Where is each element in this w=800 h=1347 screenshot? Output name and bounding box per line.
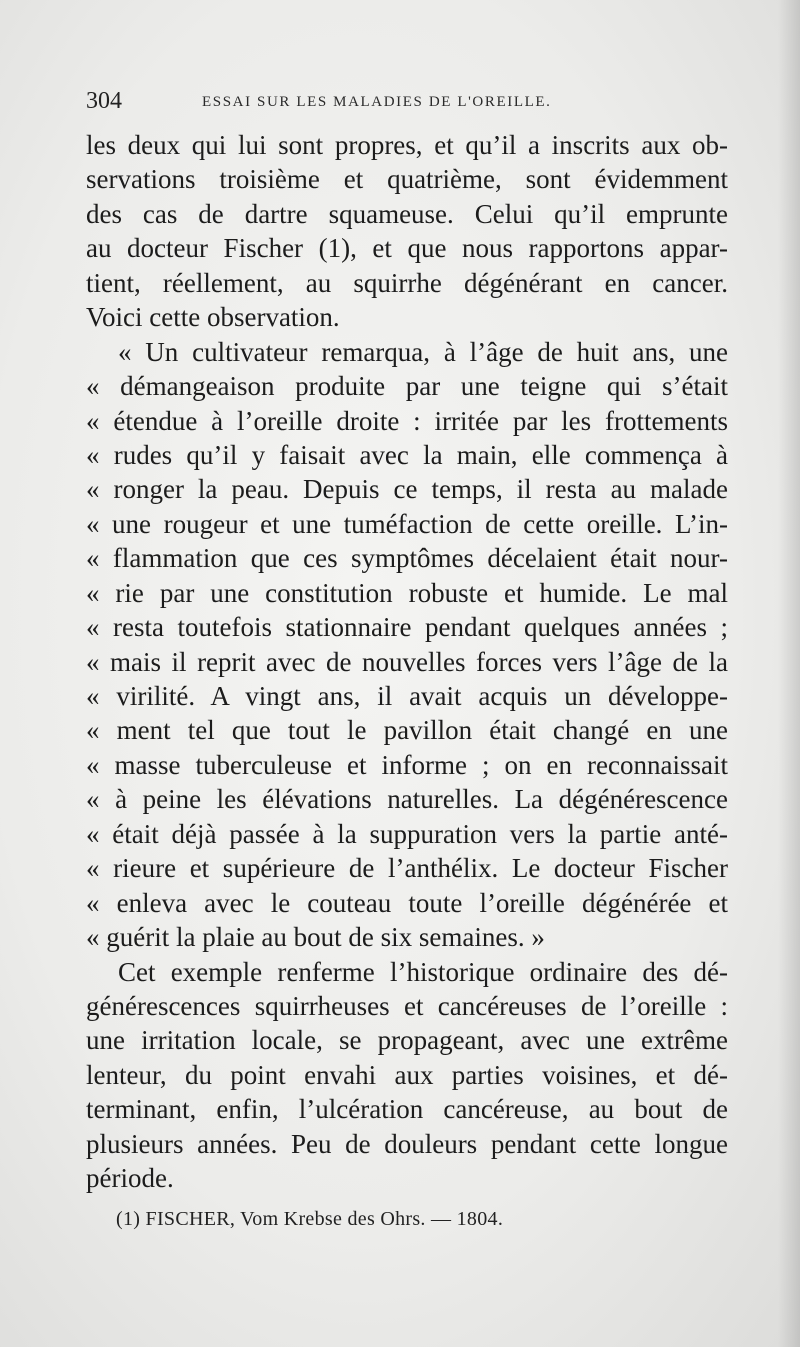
body-text [86, 128, 728, 1196]
text-line: lenteur, du point envahi aux parties voisines, et dé- [86, 1059, 728, 1090]
page-edge-shadow [778, 0, 800, 1347]
text-line: terminant, enfin, l’ulcération cancéreuse, au bout de [86, 1094, 728, 1125]
text-line: « ronger la peau. Depuis ce temps, il resta au malade [86, 474, 728, 505]
text-line: Voici cette observation. [86, 302, 340, 333]
text-line: « démangeaison produite par une teigne qui s’était [86, 371, 728, 402]
page-number: 304 [86, 88, 122, 114]
text-line: « guérit la plaie au bout de six semaines. » [86, 922, 545, 953]
text-line: période. [86, 1163, 174, 1194]
text-line: « virilité. A vingt ans, il avait acquis un développe- [86, 681, 728, 711]
running-head: ESSAI SUR LES MALADIES DE L'OREILLE. [202, 94, 552, 110]
text-line: « étendue à l’oreille droite : irritée par les frottements [86, 405, 728, 436]
text-line: « Un cultivateur remarqua, à l’âge de huit ans, une [118, 336, 728, 367]
text-line: « enleva avec le couteau toute l’oreille dégénérée et [86, 887, 728, 918]
text-line: « resta toutefois stationnaire pendant quelques années ; [86, 612, 728, 643]
text-line: plusieurs années. Peu de douleurs pendant cette longue [86, 1128, 728, 1159]
text-line: « masse tuberculeuse et informe ; on en reconnaissait [86, 749, 728, 780]
text-line: « était déjà passée à la suppuration vers la partie anté- [86, 818, 728, 849]
page-header [86, 88, 726, 122]
text-line: servations troisième et quatrième, sont évidemment [86, 164, 728, 195]
text-line: « rie par une constitution robuste et humide. Le mal [86, 577, 728, 608]
text-line: les deux qui lui sont propres, et qu’il a inscrits aux ob- [86, 130, 728, 160]
text-line: « mais il reprit avec de nouvelles forces vers l’âge de la [86, 646, 728, 677]
text-line: « ment tel que tout le pavillon était changé en une [86, 715, 728, 746]
text-line: « à peine les élévations naturelles. La dégénérescence [86, 784, 728, 815]
text-line: « flammation que ces symptômes décelaient était nour- [86, 543, 728, 574]
text-line: des cas de dartre squameuse. Celui qu’il emprunte [86, 198, 728, 229]
text-line: une irritation locale, se propageant, avec une extrême [86, 1025, 728, 1056]
text-line: tient, réellement, au squirrhe dégénérant en cancer. [86, 267, 728, 298]
text-line: Cet exemple renferme l’historique ordinaire des dé- [118, 956, 728, 987]
text-line: « une rougeur et une tuméfaction de cette oreille. L’in- [86, 508, 728, 539]
text-line: générescences squirrheuses et cancéreuses de l’oreille : [86, 990, 728, 1021]
text-line: au docteur Fischer (1), et que nous rapportons appar- [86, 233, 728, 264]
text-line: « rieure et supérieure de l’anthélix. Le docteur Fischer [86, 853, 728, 884]
text-line: « rudes qu’il y faisait avec la main, elle commença à [86, 439, 728, 470]
footnote: (1) FISCHER, Vom Krebse des Ohrs. — 1804. [116, 1208, 504, 1230]
